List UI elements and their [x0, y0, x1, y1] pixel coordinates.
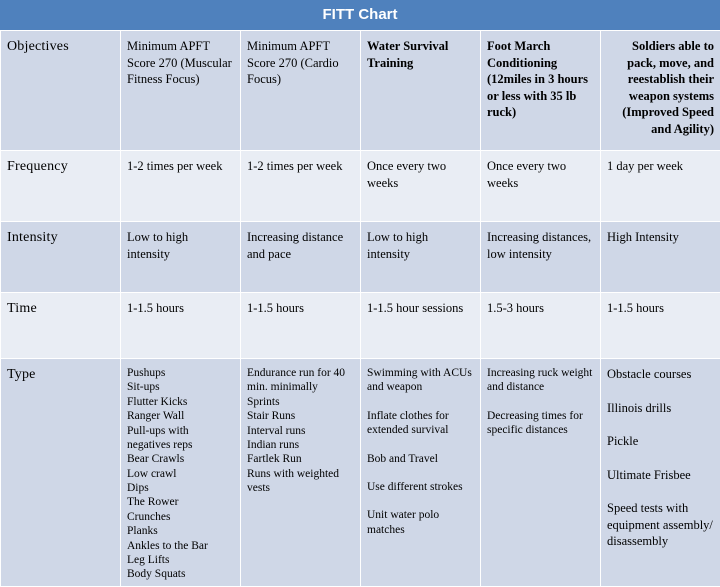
list-item: Swimming with ACUs and weapon	[367, 366, 474, 395]
list-item: Ultimate Frisbee	[607, 467, 714, 484]
row-label-objectives: Objectives	[1, 31, 121, 151]
list-item: Decreasing times for specific distances	[487, 409, 594, 438]
row-label-frequency: Frequency	[1, 151, 121, 222]
frequency-agility: 1 day per week	[601, 151, 720, 222]
list-item: Bob and Travel	[367, 452, 474, 466]
row-label-type: Type	[1, 359, 121, 587]
objectives-water: Water Survival Training	[361, 31, 481, 151]
list-item: Unit water polo matches	[367, 508, 474, 537]
row-type	[1, 359, 720, 587]
list-item: Ankles to the Bar	[127, 539, 234, 553]
list-item: Dips	[127, 481, 234, 495]
list-item: Flutter Kicks	[127, 395, 234, 409]
list-item: The Rower	[127, 495, 234, 509]
time-foot-march: 1.5-3 hours	[481, 293, 601, 359]
objectives-cardio: Minimum APFT Score 270 (Cardio Focus)	[241, 31, 361, 151]
type-water	[361, 359, 481, 587]
type-foot-march	[481, 359, 601, 587]
row-intensity	[1, 222, 720, 293]
row-frequency	[1, 151, 720, 222]
list-item: Speed tests with equipment assembly/ disassembly	[607, 500, 714, 550]
time-cardio: 1-1.5 hours	[241, 293, 361, 359]
list-item: Pull-ups with negatives reps	[127, 424, 234, 453]
list-item: Interval runs	[247, 424, 354, 438]
list-item: Pushups	[127, 366, 234, 380]
row-label-intensity: Intensity	[1, 222, 121, 293]
list-item: Sprints	[247, 395, 354, 409]
list-item: Leg Lifts	[127, 553, 234, 567]
list-item: Planks	[127, 524, 234, 538]
list-item: Low crawl	[127, 467, 234, 481]
list-item: Bear Crawls	[127, 452, 234, 466]
list-item: Inflate clothes for extended survival	[367, 409, 474, 438]
intensity-cardio: Increasing distance and pace	[241, 222, 361, 293]
fitt-table	[0, 30, 720, 587]
type-agility	[601, 359, 720, 587]
list-item: Obstacle courses	[607, 366, 714, 383]
list-item: Body Squats	[127, 567, 234, 581]
intensity-agility: High Intensity	[601, 222, 720, 293]
list-item: Crunches	[127, 510, 234, 524]
time-muscular: 1-1.5 hours	[121, 293, 241, 359]
type-cardio	[241, 359, 361, 587]
list-item: Fartlek Run	[247, 452, 354, 466]
list-item: Use different strokes	[367, 480, 474, 494]
time-agility: 1-1.5 hours	[601, 293, 720, 359]
list-item: Increasing ruck weight and distance	[487, 366, 594, 395]
intensity-water: Low to high intensity	[361, 222, 481, 293]
intensity-muscular: Low to high intensity	[121, 222, 241, 293]
frequency-water: Once every two weeks	[361, 151, 481, 222]
list-item: Runs with weighted vests	[247, 467, 354, 496]
frequency-cardio: 1-2 times per week	[241, 151, 361, 222]
intensity-foot-march: Increasing distances, low intensity	[481, 222, 601, 293]
objectives-agility: Soldiers able to pack, move, and reestablish their weapon systems (Improved Speed and Agility)	[601, 31, 720, 151]
list-item: Sit-ups	[127, 380, 234, 394]
list-item: Illinois drills	[607, 400, 714, 417]
objectives-muscular: Minimum APFT Score 270 (Muscular Fitness Focus)	[121, 31, 241, 151]
list-item: Endurance run for 40 min. minimally	[247, 366, 354, 395]
list-item: Indian runs	[247, 438, 354, 452]
row-time	[1, 293, 720, 359]
list-item: Pickle	[607, 433, 714, 450]
type-muscular	[121, 359, 241, 587]
list-item: Stair Runs	[247, 409, 354, 423]
row-objectives	[1, 31, 720, 151]
frequency-foot-march: Once every two weeks	[481, 151, 601, 222]
time-water: 1-1.5 hour sessions	[361, 293, 481, 359]
frequency-muscular: 1-2 times per week	[121, 151, 241, 222]
objectives-foot-march: Foot March Conditioning (12miles in 3 hours or less with 35 lb ruck)	[481, 31, 601, 151]
chart-title: FITT Chart	[0, 0, 720, 30]
list-item: Ranger Wall	[127, 409, 234, 423]
row-label-time: Time	[1, 293, 121, 359]
